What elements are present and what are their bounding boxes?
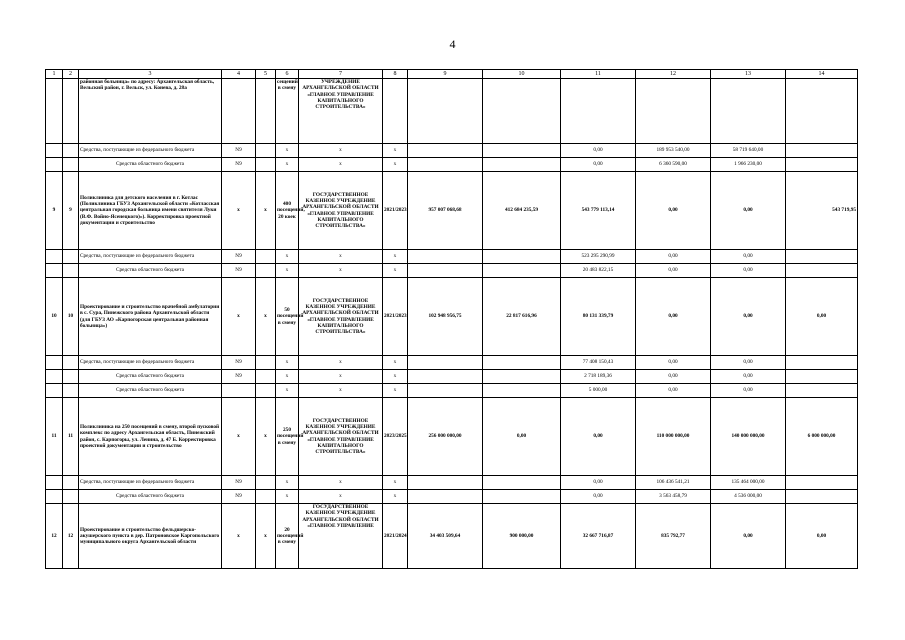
column-header: 6 [276, 70, 299, 79]
customer: ГОСУДАРСТВЕННОЕ КАЗЕННОЕ УЧРЕЖДЕНИЕ АРХАНГЕЛЬСКОЙ ОБЛАСТИ «ГЛАВНОЕ УПРАВЛЕНИЕ КАПИТАЛЬНОГО СТРОИТЕЛЬСТВА» [299, 172, 383, 250]
table-row: 10 10 Проектирование и строительство врачебной амбулатории в с. Сура, Пинежского района Архангельской области (для ГБУЗ АО «Карпогорская центральная районная больница») x x 50 посещений в смену ГОСУДАРСТВЕННОЕ КАЗЕННОЕ УЧРЕЖДЕНИЕ АРХАНГЕЛЬСКОЙ ОБЛАСТИ «ГЛАВНОЕ УПРАВЛЕНИЕ КАПИТАЛЬНОГО СТРОИТЕЛЬСТВА» 2021/2023 102 948 956,75 22 817 616,96 80 131 339,79 0,00 0,00 0,00 [46, 278, 858, 356]
column-header: 2 [63, 70, 79, 79]
capacity: 50 посещений в смену [276, 278, 299, 356]
table-row: Средства, поступающие из федерального бюджета N9 x x x 0,00 189 953 540,00 58 719 640,00 [46, 144, 858, 158]
column-header: 1 [46, 70, 63, 79]
table-row: Средства, поступающие из федерального бюджета N9 x x x 523 295 290,99 0,00 0,00 [46, 250, 858, 264]
column-header: 5 [256, 70, 276, 79]
period: 2023/2025 [383, 398, 408, 476]
financing-table [45, 69, 858, 569]
object-name: Проектирование и строительство фельдшерско-акушерского пункта в дер. Патроновское Каргопольского муниципального округа Архангельской области [79, 504, 222, 569]
column-header: 9 [408, 70, 483, 79]
period: 2021/2023 [383, 278, 408, 356]
period: 2021/2023 [383, 172, 408, 250]
capacity: 400 посещений, 20 коек [276, 172, 299, 250]
column-number-row [46, 70, 858, 79]
column-header: 11 [561, 70, 636, 79]
funding-source-label: Средства областного бюджета [79, 490, 222, 504]
object-name: районная больница» по адресу: Архангельская область, Вельский район, г. Вельск, ул. Конева, д. 28а [79, 79, 222, 144]
object-name: Поликлиника на 250 посещений в смену, второй пусковой комплекс по адресу Архангельская область, Пинежский район, с. Карпогоры, ул. Ленина, д. 47 Б. Корректировка проектной документации и строительство [79, 398, 222, 476]
customer: ГОСУДАРСТВЕННОЕ КАЗЕННОЕ УЧРЕЖДЕНИЕ АРХАНГЕЛЬСКОЙ ОБЛАСТИ «ГЛАВНОЕ УПРАВЛЕНИЕ [299, 504, 383, 569]
page-number: 4 [449, 37, 456, 51]
column-header: 8 [383, 70, 408, 79]
funding-source-label: Средства областного бюджета [79, 158, 222, 172]
funding-source-label: Средства областного бюджета [79, 370, 222, 384]
capacity: 250 посещений в смену [276, 398, 299, 476]
table-row: Средства областного бюджета N9 x x x 0,00 3 563 458,79 4 536 000,00 [46, 490, 858, 504]
customer: УЧРЕЖДЕНИЕ АРХАНГЕЛЬСКОЙ ОБЛАСТИ «ГЛАВНОЕ УПРАВЛЕНИЕ КАПИТАЛЬНОГО СТРОИТЕЛЬСТВА» [299, 79, 383, 144]
table-row: Средства, поступающие из федерального бюджета N9 x x x 77 408 150,43 0,00 0,00 [46, 356, 858, 370]
funding-source-label: Средства, поступающие из федерального бюджета [79, 250, 222, 264]
capacity: сещений в смену [276, 79, 299, 144]
code: N9 [222, 158, 256, 172]
column-header: 3 [79, 70, 222, 79]
table-row: 9 9 Поликлиника для детского населения в г. Котлас (Поликлиника ГБУЗ Архангельской области «Котласская центральная городская больница имени святителя Луки (В.Ф. Войно-Ясенецкого)»). Корректировка проектной документации и строительство x x 400 посещений, 20 коек ГОСУДАРСТВЕННОЕ КАЗЕННОЕ УЧРЕЖДЕНИЕ АРХАНГЕЛЬСКОЙ ОБЛАСТИ «ГЛАВНОЕ УПРАВЛЕНИЕ КАПИТАЛЬНОГО СТРОИТЕЛЬСТВА» 2021/2023 957 007 068,68 412 684 235,59 543 779 113,14 0,00 0,00 543 719,95 [46, 172, 858, 250]
funding-source-label: Средства, поступающие из федерального бюджета [79, 144, 222, 158]
table-row: 11 11 Поликлиника на 250 посещений в смену, второй пусковой комплекс по адресу Архангельская область, Пинежский район, с. Карпогоры, ул. Ленина, д. 47 Б. Корректировка проектной документации и строительство x x 250 посещений в смену ГОСУДАРСТВЕННОЕ КАЗЕННОЕ УЧРЕЖДЕНИЕ АРХАНГЕЛЬСКОЙ ОБЛАСТИ «ГЛАВНОЕ УПРАВЛЕНИЕ КАПИТАЛЬНОГО СТРОИТЕЛЬСТВА» 2023/2025 256 000 000,00 0,00 0,00 110 000 000,00 140 000 000,00 6 000 000,00 [46, 398, 858, 476]
code: N9 [222, 144, 256, 158]
column-header: 10 [483, 70, 561, 79]
column-header: 12 [636, 70, 711, 79]
funding-source-label: Средства, поступающие из федерального бюджета [79, 476, 222, 490]
table-row: Средства областного бюджета x x x 5 000,00 0,00 0,00 [46, 384, 858, 398]
table-row: 12 12 Проектирование и строительство фельдшерско-акушерского пункта в дер. Патроновское Каргопольского муниципального округа Архангельской области x x 20 посещений в смену ГОСУДАРСТВЕННОЕ КАЗЕННОЕ УЧРЕЖДЕНИЕ АРХАНГЕЛЬСКОЙ ОБЛАСТИ «ГЛАВНОЕ УПРАВЛЕНИЕ 2021/2024 34 403 509,64 900 000,00 32 667 716,87 835 792,77 0,00 0,00 [46, 504, 858, 569]
table-row: Средства областного бюджета N9 x x x 20 483 822,15 0,00 0,00 [46, 264, 858, 278]
column-header: 14 [786, 70, 858, 79]
column-header: 4 [222, 70, 256, 79]
table-row: Средства областного бюджета N9 x x x 0,00 6 360 590,00 1 966 230,00 [46, 158, 858, 172]
table-row [46, 79, 858, 144]
customer: ГОСУДАРСТВЕННОЕ КАЗЕННОЕ УЧРЕЖДЕНИЕ АРХАНГЕЛЬСКОЙ ОБЛАСТИ «ГЛАВНОЕ УПРАВЛЕНИЕ КАПИТАЛЬНОГО СТРОИТЕЛЬСТВА» [299, 278, 383, 356]
table-row: Средства областного бюджета N9 x x x 2 718 189,36 0,00 0,00 [46, 370, 858, 384]
column-header: 13 [711, 70, 786, 79]
funding-source-label: Средства областного бюджета [79, 264, 222, 278]
object-name: Поликлиника для детского населения в г. Котлас (Поликлиника ГБУЗ Архангельской области «Котласская центральная городская больница имени святителя Луки (В.Ф. Войно-Ясенецкого)»). Корректировка проектной документации и строительство [79, 172, 222, 250]
capacity: 20 посещений в смену [276, 504, 299, 569]
period: 2021/2024 [383, 504, 408, 569]
funding-source-label: Средства, поступающие из федерального бюджета [79, 356, 222, 370]
object-name: Проектирование и строительство врачебной амбулатории в с. Сура, Пинежского района Архангельской области (для ГБУЗ АО «Карпогорская центральная районная больница») [79, 278, 222, 356]
column-header: 7 [299, 70, 383, 79]
table-row: Средства, поступающие из федерального бюджета N9 x x x 0,00 106 436 541,21 135 464 000,00 [46, 476, 858, 490]
customer: ГОСУДАРСТВЕННОЕ КАЗЕННОЕ УЧРЕЖДЕНИЕ АРХАНГЕЛЬСКОЙ ОБЛАСТИ «ГЛАВНОЕ УПРАВЛЕНИЕ КАПИТАЛЬНОГО СТРОИТЕЛЬСТВА» [299, 398, 383, 476]
funding-source-label: Средства областного бюджета [79, 384, 222, 398]
